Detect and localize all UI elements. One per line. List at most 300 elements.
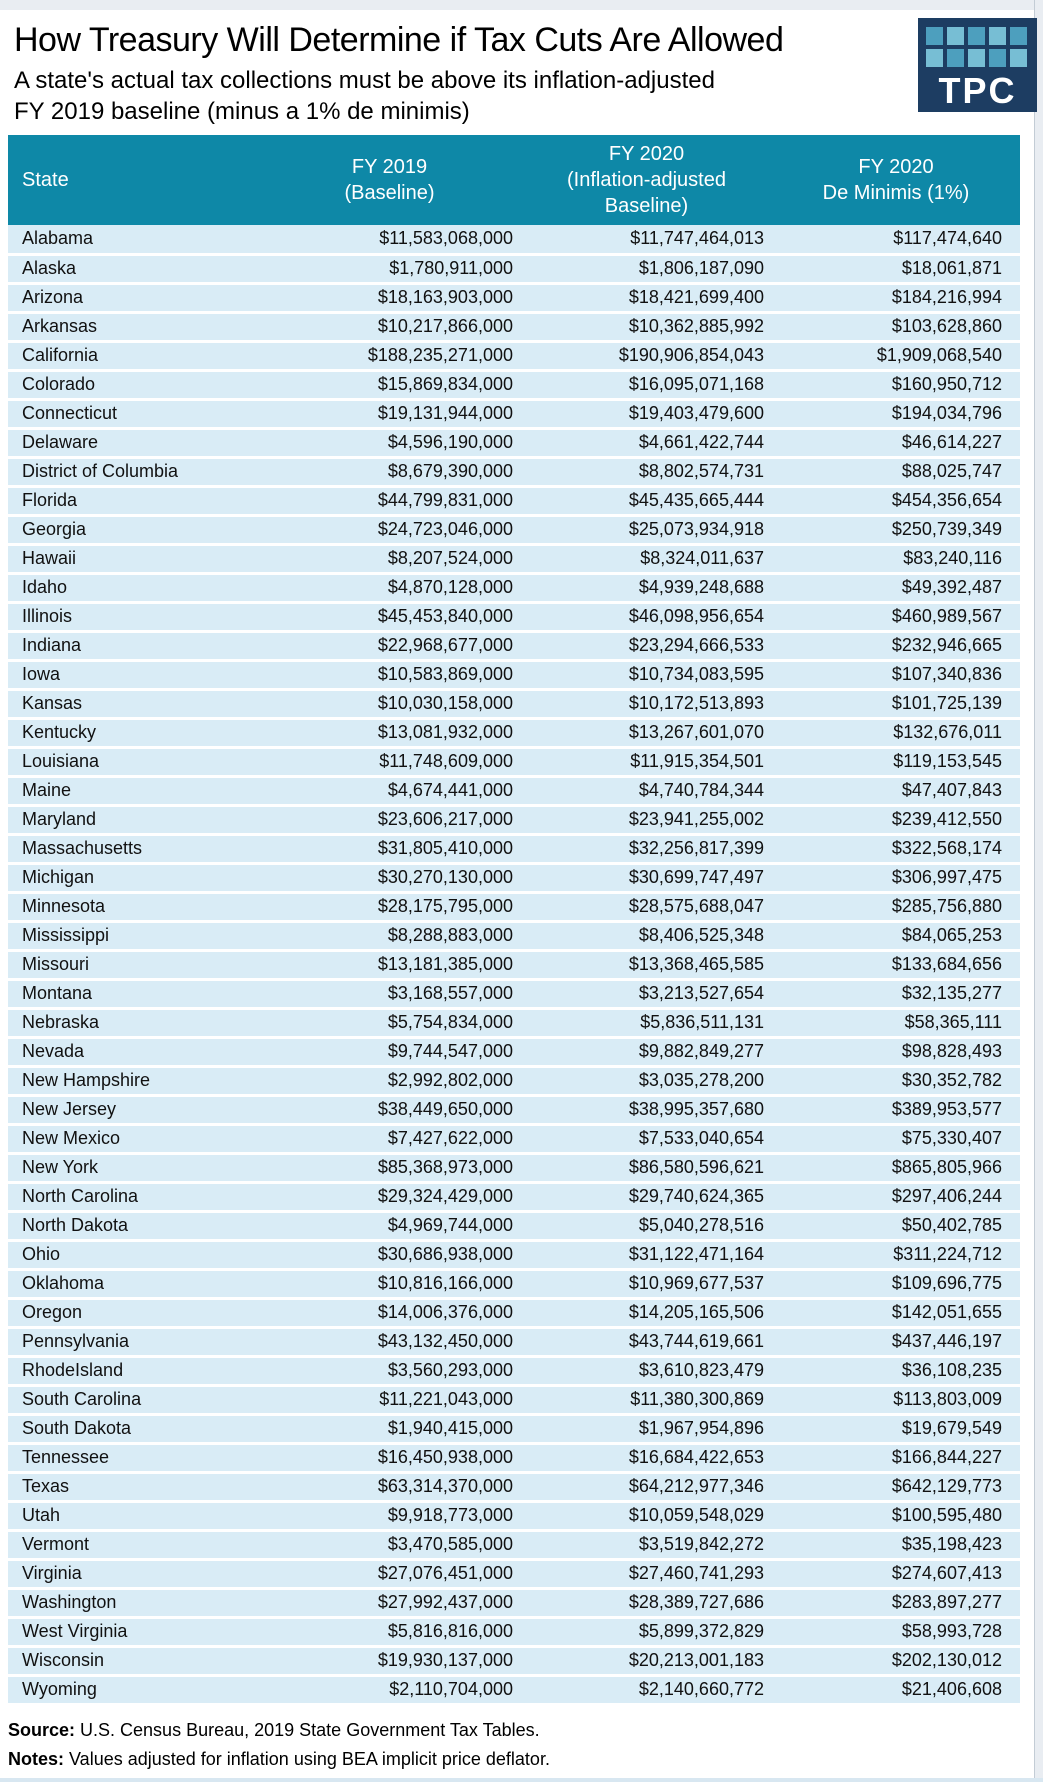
fy2020-de-minimis-cell: $117,474,640 (772, 225, 1020, 254)
fy2020-adjusted-baseline-cell: $7,533,040,654 (521, 1124, 772, 1153)
fy2019-baseline-cell: $8,288,883,000 (258, 921, 521, 950)
logo-tile-icon (968, 27, 985, 45)
subtitle-line-1: A state's actual tax collections must be above its inflation-adjusted (14, 67, 715, 94)
column-header-text: FY 2020 (608, 143, 685, 165)
fy2020-de-minimis-cell: $103,628,860 (772, 312, 1020, 341)
fy2020-de-minimis-cell: $202,130,012 (772, 1646, 1020, 1675)
table-row (8, 1646, 1020, 1675)
fy2020-adjusted-baseline-cell: $46,098,956,654 (521, 602, 772, 631)
logo-mosaic-row (926, 27, 1029, 45)
state-cell: Utah (8, 1501, 258, 1530)
state-cell: Nevada (8, 1037, 258, 1066)
fy2019-baseline-cell: $10,217,866,000 (258, 312, 521, 341)
table-row (8, 1472, 1020, 1501)
table-row (8, 1066, 1020, 1095)
state-cell: Kentucky (8, 718, 258, 747)
state-cell: Colorado (8, 370, 258, 399)
fy2020-de-minimis-cell: $58,993,728 (772, 1617, 1020, 1646)
fy2019-baseline-cell: $3,168,557,000 (258, 979, 521, 1008)
fy2020-adjusted-baseline-cell: $4,740,784,344 (521, 776, 772, 805)
table-row (8, 718, 1020, 747)
state-cell: Tennessee (8, 1443, 258, 1472)
fy2019-baseline-cell: $31,805,410,000 (258, 834, 521, 863)
fy2019-baseline-cell: $4,596,190,000 (258, 428, 521, 457)
table-row (8, 1617, 1020, 1646)
state-cell: West Virginia (8, 1617, 258, 1646)
fy2020-de-minimis-cell: $132,676,011 (772, 718, 1020, 747)
fy2020-de-minimis-cell: $100,595,480 (772, 1501, 1020, 1530)
fy2020-de-minimis-cell: $133,684,656 (772, 950, 1020, 979)
fy2020-adjusted-baseline-cell: $10,059,548,029 (521, 1501, 772, 1530)
column-header-text: (Baseline) (344, 182, 435, 204)
fy2020-adjusted-baseline-cell: $11,380,300,869 (521, 1385, 772, 1414)
fy2020-adjusted-baseline-cell: $1,806,187,090 (521, 254, 772, 283)
fy2019-baseline-cell: $9,744,547,000 (258, 1037, 521, 1066)
column-header-text: Baseline) (604, 195, 689, 217)
table-row (8, 834, 1020, 863)
fy2020-adjusted-baseline-cell: $28,575,688,047 (521, 892, 772, 921)
state-cell: Indiana (8, 631, 258, 660)
table-row (8, 1675, 1020, 1704)
state-cell: Arizona (8, 283, 258, 312)
logo-tile-icon (1010, 49, 1027, 67)
state-cell: Washington (8, 1588, 258, 1617)
fy2020-adjusted-baseline-cell: $13,267,601,070 (521, 718, 772, 747)
notes-text: Values adjusted for inflation using BEA implicit price deflator. (64, 1749, 550, 1769)
table-row (8, 747, 1020, 776)
fy2020-de-minimis-cell: $311,224,712 (772, 1240, 1020, 1269)
fy2019-baseline-cell: $11,583,068,000 (258, 225, 521, 254)
fy2020-de-minimis-cell: $19,679,549 (772, 1414, 1020, 1443)
fy2019-baseline-cell: $22,968,677,000 (258, 631, 521, 660)
window-top-edge (0, 0, 1043, 10)
fy2020-adjusted-baseline-cell: $32,256,817,399 (521, 834, 772, 863)
fy2020-adjusted-baseline-cell: $3,213,527,654 (521, 979, 772, 1008)
state-cell: Ohio (8, 1240, 258, 1269)
window-bottom-edge (0, 1778, 1043, 1782)
fy2020-adjusted-baseline-cell: $10,734,083,595 (521, 660, 772, 689)
fy2020-adjusted-baseline-cell: $29,740,624,365 (521, 1182, 772, 1211)
state-cell: Maryland (8, 805, 258, 834)
fy2020-de-minimis-cell: $75,330,407 (772, 1124, 1020, 1153)
fy2020-de-minimis-cell: $239,412,550 (772, 805, 1020, 834)
fy2020-de-minimis-cell: $109,696,775 (772, 1269, 1020, 1298)
fy2019-baseline-cell: $16,450,938,000 (258, 1443, 521, 1472)
fy2020-adjusted-baseline-cell: $23,294,666,533 (521, 631, 772, 660)
fy2019-baseline-cell: $43,132,450,000 (258, 1327, 521, 1356)
column-header-text: (Inflation-adjusted (567, 169, 726, 191)
tpc-logo (918, 18, 1037, 112)
fy2020-adjusted-baseline-cell: $13,368,465,585 (521, 950, 772, 979)
fy2019-baseline-cell: $188,235,271,000 (258, 341, 521, 370)
fy2019-baseline-cell: $10,583,869,000 (258, 660, 521, 689)
table-row (8, 573, 1020, 602)
table-row (8, 515, 1020, 544)
fy2020-de-minimis-cell: $865,805,966 (772, 1153, 1020, 1182)
fy2019-baseline-cell: $30,686,938,000 (258, 1240, 521, 1269)
source-line (8, 1716, 550, 1745)
fy2020-de-minimis-cell: $83,240,116 (772, 544, 1020, 573)
table-row (8, 689, 1020, 718)
fy2020-de-minimis-cell: $101,725,139 (772, 689, 1020, 718)
figure-header (14, 20, 894, 127)
fy2020-adjusted-baseline-cell: $43,744,619,661 (521, 1327, 772, 1356)
fy2020-de-minimis-cell: $160,950,712 (772, 370, 1020, 399)
window-right-edge (1034, 0, 1043, 1782)
fy2020-de-minimis-cell: $84,065,253 (772, 921, 1020, 950)
fy2020-de-minimis-cell: $18,061,871 (772, 254, 1020, 283)
table-row (8, 370, 1020, 399)
logo-tile-icon (989, 49, 1006, 67)
fy2019-baseline-cell: $2,992,802,000 (258, 1066, 521, 1095)
state-cell: Alabama (8, 225, 258, 254)
notes-label: Notes: (8, 1749, 65, 1769)
fy2020-adjusted-baseline-cell: $3,610,823,479 (521, 1356, 772, 1385)
fy2020-adjusted-baseline-cell: $14,205,165,506 (521, 1298, 772, 1327)
fy2020-adjusted-baseline-cell: $9,882,849,277 (521, 1037, 772, 1066)
column-header-fy2020-inflation-adjusted-baseline (521, 135, 772, 225)
fy2020-de-minimis-cell: $98,828,493 (772, 1037, 1020, 1066)
fy2019-baseline-cell: $8,679,390,000 (258, 457, 521, 486)
fy2020-de-minimis-cell: $35,198,423 (772, 1530, 1020, 1559)
fy2019-baseline-cell: $27,992,437,000 (258, 1588, 521, 1617)
fy2020-adjusted-baseline-cell: $4,939,248,688 (521, 573, 772, 602)
state-cell: Florida (8, 486, 258, 515)
fy2020-de-minimis-cell: $454,356,654 (772, 486, 1020, 515)
table-row (8, 254, 1020, 283)
state-cell: Hawaii (8, 544, 258, 573)
state-cell: New Jersey (8, 1095, 258, 1124)
table-header-row (8, 135, 1020, 225)
fy2019-baseline-cell: $2,110,704,000 (258, 1675, 521, 1704)
fy2020-adjusted-baseline-cell: $5,836,511,131 (521, 1008, 772, 1037)
column-header-state (8, 135, 258, 225)
fy2020-adjusted-baseline-cell: $5,899,372,829 (521, 1617, 772, 1646)
column-header-text: FY 2020 (858, 156, 934, 178)
table-row (8, 1588, 1020, 1617)
fy2019-baseline-cell: $11,748,609,000 (258, 747, 521, 776)
fy2020-adjusted-baseline-cell: $18,421,699,400 (521, 283, 772, 312)
state-cell: Montana (8, 979, 258, 1008)
logo-tile-icon (968, 49, 985, 67)
table-header (8, 135, 1020, 225)
table-row (8, 805, 1020, 834)
fy2020-de-minimis-cell: $1,909,068,540 (772, 341, 1020, 370)
fy2019-baseline-cell: $63,314,370,000 (258, 1472, 521, 1501)
table-row (8, 892, 1020, 921)
fy2020-de-minimis-cell: $389,953,577 (772, 1095, 1020, 1124)
table-row (8, 863, 1020, 892)
table-row (8, 283, 1020, 312)
fy2019-baseline-cell: $14,006,376,000 (258, 1298, 521, 1327)
fy2020-de-minimis-cell: $50,402,785 (772, 1211, 1020, 1240)
fy2019-baseline-cell: $11,221,043,000 (258, 1385, 521, 1414)
state-cell: Texas (8, 1472, 258, 1501)
table-row (8, 1037, 1020, 1066)
fy2019-baseline-cell: $23,606,217,000 (258, 805, 521, 834)
fy2020-de-minimis-cell: $46,614,227 (772, 428, 1020, 457)
state-cell: Iowa (8, 660, 258, 689)
state-cell: Louisiana (8, 747, 258, 776)
fy2020-adjusted-baseline-cell: $30,699,747,497 (521, 863, 772, 892)
fy2019-baseline-cell: $44,799,831,000 (258, 486, 521, 515)
table-row (8, 486, 1020, 515)
fy2019-baseline-cell: $4,969,744,000 (258, 1211, 521, 1240)
state-cell: Virginia (8, 1559, 258, 1588)
column-header-text: FY 2019 (351, 156, 428, 178)
fy2019-baseline-cell: $8,207,524,000 (258, 544, 521, 573)
column-header-fy2020-de-minimis (772, 135, 1020, 225)
state-cell: Massachusetts (8, 834, 258, 863)
table-row (8, 1182, 1020, 1211)
state-cell: Pennsylvania (8, 1327, 258, 1356)
state-cell: Michigan (8, 863, 258, 892)
table-row (8, 979, 1020, 1008)
table-row (8, 631, 1020, 660)
fy2019-baseline-cell: $28,175,795,000 (258, 892, 521, 921)
state-cell: Illinois (8, 602, 258, 631)
source-text: U.S. Census Bureau, 2019 State Government Tax Tables. (75, 1720, 540, 1740)
fy2019-baseline-cell: $5,754,834,000 (258, 1008, 521, 1037)
fy2019-baseline-cell: $3,560,293,000 (258, 1356, 521, 1385)
state-cell: Kansas (8, 689, 258, 718)
table-row (8, 428, 1020, 457)
fy2020-de-minimis-cell: $322,568,174 (772, 834, 1020, 863)
figure-subtitle (14, 65, 894, 127)
fy2020-adjusted-baseline-cell: $20,213,001,183 (521, 1646, 772, 1675)
table-row (8, 1298, 1020, 1327)
fy2019-baseline-cell: $38,449,650,000 (258, 1095, 521, 1124)
state-cell: North Dakota (8, 1211, 258, 1240)
logo-tile-icon (926, 27, 943, 45)
state-cell: Arkansas (8, 312, 258, 341)
state-tax-table (8, 135, 1020, 1706)
table-row (8, 1211, 1020, 1240)
table-row (8, 312, 1020, 341)
fy2019-baseline-cell: $19,930,137,000 (258, 1646, 521, 1675)
fy2020-adjusted-baseline-cell: $3,035,278,200 (521, 1066, 772, 1095)
fy2019-baseline-cell: $27,076,451,000 (258, 1559, 521, 1588)
table-row (8, 1559, 1020, 1588)
subtitle-line-2: FY 2019 baseline (minus a 1% de minimis) (14, 98, 470, 125)
state-cell: South Carolina (8, 1385, 258, 1414)
fy2020-de-minimis-cell: $107,340,836 (772, 660, 1020, 689)
fy2019-baseline-cell: $19,131,944,000 (258, 399, 521, 428)
fy2020-adjusted-baseline-cell: $23,941,255,002 (521, 805, 772, 834)
table-row (8, 1356, 1020, 1385)
fy2020-adjusted-baseline-cell: $8,802,574,731 (521, 457, 772, 486)
logo-tile-icon (1010, 27, 1027, 45)
fy2020-de-minimis-cell: $437,446,197 (772, 1327, 1020, 1356)
state-cell: New Mexico (8, 1124, 258, 1153)
fy2019-baseline-cell: $5,816,816,000 (258, 1617, 521, 1646)
logo-wordmark: TPC (938, 70, 1017, 111)
fy2020-de-minimis-cell: $142,051,655 (772, 1298, 1020, 1327)
table-row (8, 544, 1020, 573)
table-row (8, 1269, 1020, 1298)
table-row (8, 1443, 1020, 1472)
fy2020-de-minimis-cell: $297,406,244 (772, 1182, 1020, 1211)
fy2019-baseline-cell: $4,870,128,000 (258, 573, 521, 602)
fy2020-adjusted-baseline-cell: $16,095,071,168 (521, 370, 772, 399)
table-row (8, 1414, 1020, 1443)
state-cell: District of Columbia (8, 457, 258, 486)
fy2019-baseline-cell: $24,723,046,000 (258, 515, 521, 544)
state-cell: Georgia (8, 515, 258, 544)
state-cell: Maine (8, 776, 258, 805)
fy2020-adjusted-baseline-cell: $11,747,464,013 (521, 225, 772, 254)
fy2020-adjusted-baseline-cell: $10,362,885,992 (521, 312, 772, 341)
logo-tile-icon (926, 49, 943, 67)
fy2020-adjusted-baseline-cell: $31,122,471,164 (521, 1240, 772, 1269)
state-cell: RhodeIsland (8, 1356, 258, 1385)
state-cell: Delaware (8, 428, 258, 457)
fy2020-de-minimis-cell: $32,135,277 (772, 979, 1020, 1008)
page-title: How Treasury Will Determine if Tax Cuts Are Allowed (14, 21, 784, 59)
fy2019-baseline-cell: $30,270,130,000 (258, 863, 521, 892)
fy2020-adjusted-baseline-cell: $16,684,422,653 (521, 1443, 772, 1472)
column-header-text: State (22, 169, 69, 191)
fy2019-baseline-cell: $3,470,585,000 (258, 1530, 521, 1559)
state-cell: Oklahoma (8, 1269, 258, 1298)
fy2019-baseline-cell: $1,940,415,000 (258, 1414, 521, 1443)
column-header-text: De Minimis (1%) (822, 182, 970, 204)
fy2019-baseline-cell: $13,181,385,000 (258, 950, 521, 979)
table-row (8, 341, 1020, 370)
fy2020-de-minimis-cell: $30,352,782 (772, 1066, 1020, 1095)
fy2019-baseline-cell: $29,324,429,000 (258, 1182, 521, 1211)
state-cell: New York (8, 1153, 258, 1182)
table-row (8, 1124, 1020, 1153)
table-row (8, 1153, 1020, 1182)
fy2020-de-minimis-cell: $460,989,567 (772, 602, 1020, 631)
fy2020-adjusted-baseline-cell: $5,040,278,516 (521, 1211, 772, 1240)
table-row (8, 776, 1020, 805)
fy2020-de-minimis-cell: $184,216,994 (772, 283, 1020, 312)
fy2020-adjusted-baseline-cell: $1,967,954,896 (521, 1414, 772, 1443)
state-cell: Missouri (8, 950, 258, 979)
fy2019-baseline-cell: $85,368,973,000 (258, 1153, 521, 1182)
fy2020-adjusted-baseline-cell: $38,995,357,680 (521, 1095, 772, 1124)
fy2019-baseline-cell: $10,030,158,000 (258, 689, 521, 718)
fy2019-baseline-cell: $10,816,166,000 (258, 1269, 521, 1298)
fy2020-de-minimis-cell: $21,406,608 (772, 1675, 1020, 1704)
fy2020-de-minimis-cell: $113,803,009 (772, 1385, 1020, 1414)
fy2019-baseline-cell: $45,453,840,000 (258, 602, 521, 631)
fy2020-adjusted-baseline-cell: $25,073,934,918 (521, 515, 772, 544)
state-cell: California (8, 341, 258, 370)
fy2019-baseline-cell: $7,427,622,000 (258, 1124, 521, 1153)
table-body (8, 225, 1020, 1704)
fy2019-baseline-cell: $9,918,773,000 (258, 1501, 521, 1530)
notes-line (8, 1745, 550, 1774)
table-row (8, 921, 1020, 950)
table-row (8, 1530, 1020, 1559)
fy2020-adjusted-baseline-cell: $11,915,354,501 (521, 747, 772, 776)
fy2020-adjusted-baseline-cell: $19,403,479,600 (521, 399, 772, 428)
fy2020-de-minimis-cell: $274,607,413 (772, 1559, 1020, 1588)
fy2020-adjusted-baseline-cell: $27,460,741,293 (521, 1559, 772, 1588)
fy2020-de-minimis-cell: $88,025,747 (772, 457, 1020, 486)
figure-footer (8, 1716, 550, 1774)
fy2020-adjusted-baseline-cell: $8,406,525,348 (521, 921, 772, 950)
fy2020-adjusted-baseline-cell: $45,435,665,444 (521, 486, 772, 515)
fy2020-adjusted-baseline-cell: $10,969,677,537 (521, 1269, 772, 1298)
fy2020-de-minimis-cell: $119,153,545 (772, 747, 1020, 776)
fy2020-de-minimis-cell: $283,897,277 (772, 1588, 1020, 1617)
table-row (8, 1095, 1020, 1124)
fy2020-de-minimis-cell: $194,034,796 (772, 399, 1020, 428)
table-row (8, 1008, 1020, 1037)
fy2020-de-minimis-cell: $58,365,111 (772, 1008, 1020, 1037)
state-cell: Minnesota (8, 892, 258, 921)
fy2020-de-minimis-cell: $250,739,349 (772, 515, 1020, 544)
column-header-fy2019-baseline (258, 135, 521, 225)
table-row (8, 225, 1020, 254)
fy2020-de-minimis-cell: $306,997,475 (772, 863, 1020, 892)
fy2020-de-minimis-cell: $232,946,665 (772, 631, 1020, 660)
logo-mosaic-row (926, 49, 1029, 67)
fy2020-de-minimis-cell: $642,129,773 (772, 1472, 1020, 1501)
fy2020-adjusted-baseline-cell: $2,140,660,772 (521, 1675, 772, 1704)
fy2020-de-minimis-cell: $36,108,235 (772, 1356, 1020, 1385)
fy2020-de-minimis-cell: $166,844,227 (772, 1443, 1020, 1472)
state-cell: Vermont (8, 1530, 258, 1559)
fy2020-adjusted-baseline-cell: $10,172,513,893 (521, 689, 772, 718)
state-cell: Mississippi (8, 921, 258, 950)
table-row (8, 1327, 1020, 1356)
fy2020-de-minimis-cell: $49,392,487 (772, 573, 1020, 602)
fy2020-adjusted-baseline-cell: $64,212,977,346 (521, 1472, 772, 1501)
state-cell: Nebraska (8, 1008, 258, 1037)
fy2019-baseline-cell: $13,081,932,000 (258, 718, 521, 747)
state-cell: New Hampshire (8, 1066, 258, 1095)
table-row (8, 1385, 1020, 1414)
state-cell: Idaho (8, 573, 258, 602)
fy2020-adjusted-baseline-cell: $8,324,011,637 (521, 544, 772, 573)
table-row (8, 1240, 1020, 1269)
state-cell: Alaska (8, 254, 258, 283)
table-row (8, 1501, 1020, 1530)
table-row (8, 602, 1020, 631)
fy2020-adjusted-baseline-cell: $190,906,854,043 (521, 341, 772, 370)
logo-tile-icon (989, 27, 1006, 45)
fy2019-baseline-cell: $4,674,441,000 (258, 776, 521, 805)
fy2020-adjusted-baseline-cell: $28,389,727,686 (521, 1588, 772, 1617)
fy2020-adjusted-baseline-cell: $3,519,842,272 (521, 1530, 772, 1559)
fy2019-baseline-cell: $18,163,903,000 (258, 283, 521, 312)
state-cell: South Dakota (8, 1414, 258, 1443)
fy2020-de-minimis-cell: $47,407,843 (772, 776, 1020, 805)
table-row (8, 950, 1020, 979)
table-row (8, 399, 1020, 428)
logo-tile-icon (947, 27, 964, 45)
fy2020-adjusted-baseline-cell: $4,661,422,744 (521, 428, 772, 457)
state-cell: Connecticut (8, 399, 258, 428)
state-cell: Oregon (8, 1298, 258, 1327)
table-row (8, 457, 1020, 486)
fy2020-adjusted-baseline-cell: $86,580,596,621 (521, 1153, 772, 1182)
fy2019-baseline-cell: $15,869,834,000 (258, 370, 521, 399)
state-cell: Wyoming (8, 1675, 258, 1704)
state-cell: Wisconsin (8, 1646, 258, 1675)
fy2020-de-minimis-cell: $285,756,880 (772, 892, 1020, 921)
state-cell: North Carolina (8, 1182, 258, 1211)
source-label: Source: (8, 1720, 76, 1740)
table-row (8, 660, 1020, 689)
fy2019-baseline-cell: $1,780,911,000 (258, 254, 521, 283)
logo-tile-icon (947, 49, 964, 67)
